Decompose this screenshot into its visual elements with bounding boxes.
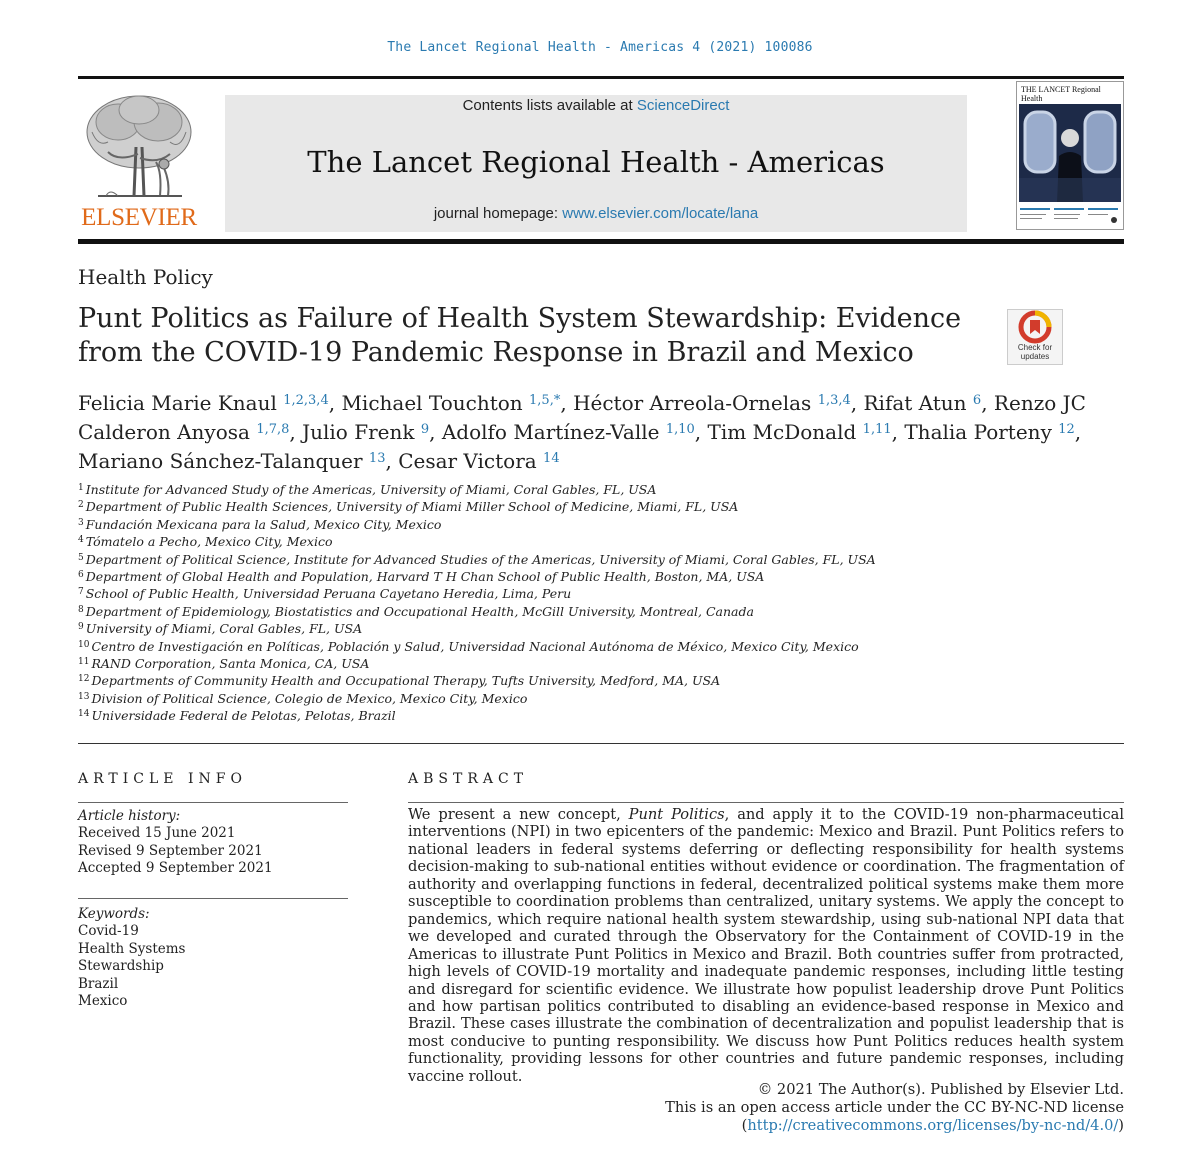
- affiliation-number: 14: [78, 709, 90, 720]
- affiliation-item: [78, 620, 1128, 637]
- author-name[interactable]: Adolfo Martínez-Valle: [441, 420, 660, 444]
- affiliation-number: 6: [78, 570, 84, 581]
- accepted-date: Accepted 9 September 2021: [78, 860, 273, 877]
- check-for-updates-badge[interactable]: [1007, 309, 1063, 365]
- author[interactable]: [707, 420, 891, 444]
- affiliation-text: Centro de Investigación en Políticas, Población y Salud, Universidad Nacional Autónoma de México, Mexico City, Mexico: [91, 638, 859, 654]
- affiliation-text: Departments of Community Health and Occupational Therapy, Tufts University, Medford, MA, USA: [91, 673, 721, 689]
- affiliation-item: [78, 533, 1128, 550]
- author-name[interactable]: Mariano Sánchez-Talanquer: [78, 449, 363, 473]
- affiliation-number: 8: [78, 604, 84, 615]
- article-title: Punt Politics as Failure of Health System Stewardship: Evidence from the COVID-19 Pandemic Response in Brazil and Mexico: [78, 303, 962, 368]
- history-label: Article history:: [78, 808, 181, 824]
- author-affiliation-ref[interactable]: 6: [972, 393, 982, 408]
- affiliation-number: 9: [78, 622, 84, 633]
- affiliation-number: 2: [78, 500, 84, 511]
- affiliation-text: Department of Political Science, Institute for Advanced Studies of the Americas, University of Miami, Coral Gables, FL, USA: [85, 551, 876, 567]
- keyword-item: Brazil: [78, 975, 119, 992]
- affiliation-text: Division of Political Science, Colegio de Mexico, Mexico City, Mexico: [91, 690, 528, 706]
- affiliation-text: University of Miami, Coral Gables, FL, USA: [85, 621, 363, 637]
- affiliation-number: 3: [78, 517, 84, 528]
- check-updates-label: Check for updates: [1017, 343, 1053, 361]
- author-affiliation-ref[interactable]: 1,7,8: [256, 422, 290, 437]
- author-affiliation-ref[interactable]: 9: [420, 422, 430, 437]
- author[interactable]: [904, 420, 1074, 444]
- keyword-item: Health Systems: [78, 940, 186, 957]
- header-bottom-rule: [78, 239, 1124, 244]
- abstract-heading: ABSTRACT: [408, 771, 529, 787]
- affiliation-text: Institute for Advanced Study of the Americas, University of Miami, Coral Gables, FL, USA: [85, 482, 657, 497]
- article-history: [78, 808, 348, 878]
- keyword-item: Mexico: [78, 993, 128, 1010]
- revised-date: Revised 9 September 2021: [78, 842, 263, 859]
- author-name[interactable]: Rifat Atun: [863, 391, 967, 415]
- license-link-line: (http://creativecommons.org/licenses/by-nc-nd/4.0/): [741, 1117, 1124, 1134]
- author-affiliation-ref[interactable]: 1,2,3,4: [283, 393, 329, 408]
- affiliation-item: [78, 672, 1128, 689]
- contents-prefix: Contents lists available at: [462, 97, 637, 114]
- affiliation-item: [78, 585, 1128, 602]
- author-affiliation-ref[interactable]: 12: [1058, 422, 1075, 437]
- journal-title: The Lancet Regional Health - Americas: [307, 145, 885, 179]
- author[interactable]: [78, 391, 329, 415]
- header-top-rule: [78, 76, 1124, 79]
- affiliation-text: Universidade Federal de Pelotas, Pelotas, Brazil: [91, 708, 396, 724]
- affiliation-item: [78, 690, 1128, 707]
- keywords-block: [78, 906, 348, 1010]
- affiliation-item: [78, 638, 1128, 655]
- journal-cover[interactable]: [1016, 81, 1124, 230]
- author-affiliation-ref[interactable]: 1,5,*: [529, 393, 561, 408]
- elsevier-tree-icon: [78, 92, 200, 204]
- check-updates-icon: [1008, 310, 1062, 344]
- author-name[interactable]: Tim McDonald: [707, 420, 857, 444]
- author-affiliation-ref[interactable]: 1,10: [665, 422, 695, 437]
- author-affiliation-ref[interactable]: 13: [368, 451, 386, 466]
- affiliation-item: [78, 516, 1128, 533]
- license-link[interactable]: http://creativecommons.org/licenses/by-nc-nd/4.0/: [747, 1117, 1119, 1134]
- affiliation-item: [78, 481, 1128, 498]
- author[interactable]: [78, 449, 385, 473]
- journal-header: [78, 76, 1124, 244]
- abstract-text: [408, 806, 1124, 1085]
- affiliation-text: RAND Corporation, Santa Monica, CA, USA: [91, 656, 370, 672]
- author[interactable]: [398, 449, 559, 473]
- affiliation-text: Department of Public Health Sciences, University of Miami Miller School of Medicine, Miami, FL, USA: [85, 499, 739, 515]
- affiliation-text: Department of Epidemiology, Biostatistics and Occupational Health, McGill University, Montreal, Canada: [85, 603, 754, 619]
- abstract-concept: Punt Politics: [628, 806, 725, 823]
- author[interactable]: [302, 420, 429, 444]
- contents-line: [225, 97, 967, 114]
- article-type: Health Policy: [78, 265, 213, 289]
- affiliation-number: 7: [78, 587, 84, 598]
- cover-footer-icon: [1020, 206, 1120, 226]
- section-divider: [78, 743, 1124, 744]
- author[interactable]: [863, 391, 981, 415]
- author-name[interactable]: Felicia Marie Knaul: [78, 391, 277, 415]
- homepage-link[interactable]: www.elsevier.com/locate/lana: [562, 205, 759, 222]
- abstract-body: , and apply it to the COVID-19 non-pharmaceutical interventions (NPI) in two epicenters of the pandemic: Mexico and Brazil. Punt Politics refers to national leaders in federal systems deferring or deflecting responsibility for health systems decision-making to sub-national entities without evidence or coordination. The fragmentation of authority and overlapping functions in federal, decentralized political systems make them more susceptible to coordination problems than centralized, unitary systems. We apply the concept to pandemics, which require national health system stewardship, using sub-national NPI data that we developed and curated through the Observatory for the Containment of COVID-19 in the Americas to illustrate Punt Politics in Mexico and Brazil. Both countries suffer from protracted, high levels of COVID-19 mortality and inadequate pandemic responses, including little testing and disregard for scientific evidence. We illustrate how populist leadership drove Punt Politics and how partisan politics contributed to disabling an evidence-based response in Mexico and Brazil. These cases illustrate the combination of decentralization and populist leadership that is most conducive to punting responsibility. We discuss how Punt Politics reduces health system functionality, providing lessons for other countries and future pandemic responses, including vaccine rollout.: [408, 806, 1124, 1085]
- affiliation-item: [78, 655, 1128, 672]
- homepage-prefix: journal homepage:: [433, 205, 563, 222]
- license-line: This is an open access article under the CC BY-NC-ND license: [665, 1099, 1124, 1116]
- keyword-item: Stewardship: [78, 958, 164, 975]
- affiliation-text: Fundación Mexicana para la Salud, Mexico City, Mexico: [85, 516, 442, 532]
- author[interactable]: [341, 391, 560, 415]
- journal-citation[interactable]: The Lancet Regional Health - Americas 4 (2021) 100086: [387, 40, 813, 55]
- keyword-item: Covid-19: [78, 923, 139, 940]
- affiliation-text: Tómatelo a Pecho, Mexico City, Mexico: [85, 534, 333, 550]
- affiliation-number: 10: [78, 639, 90, 650]
- homepage-line: [225, 205, 967, 222]
- sciencedirect-link[interactable]: ScienceDirect: [636, 97, 730, 114]
- affiliation-number: 12: [78, 674, 90, 685]
- affiliation-item: [78, 568, 1128, 585]
- received-date: Received 15 June 2021: [78, 825, 236, 842]
- author-name[interactable]: Renzo JC Calderon Anyosa: [78, 391, 1086, 444]
- author-affiliation-ref[interactable]: 1,3,4: [817, 393, 851, 408]
- affiliation-list: [78, 481, 1128, 725]
- keywords-label: Keywords:: [78, 906, 150, 922]
- affiliation-item: [78, 707, 1128, 724]
- cover-title-main: THE LANCET Regional Health: [1021, 85, 1101, 103]
- author[interactable]: [573, 391, 851, 415]
- keywords-rule: [78, 898, 348, 899]
- affiliation-number: 13: [78, 691, 90, 702]
- author-list: Felicia Marie Knaul $^{1,2,3,4}$, Michael Touchton $^{1,5,*}$, Héctor Arreola-Ornelas $^{1,3,4}$, Rifat Atun $^6$, Renzo JC Calderon Anyosa $^{1,7,8}$, Julio Frenk $^9$, Adolfo Martínez-Valle $^{1,10}$, Tim McDonald $^{1,11}$, Thalia Porteny $^{12}$, Mariano Sánchez-Talanquer $^{13}$, Cesar Victora $^{14}$: [78, 391, 1086, 473]
- affiliation-text: School of Public Health, Universidad Peruana Cayetano Heredia, Lima, Peru: [85, 586, 572, 602]
- author-name[interactable]: Héctor Arreola-Ornelas: [573, 391, 812, 415]
- article-info-rule: [78, 802, 348, 803]
- author-affiliation-ref[interactable]: 14: [543, 451, 560, 466]
- affiliation-item: [78, 603, 1128, 620]
- affiliation-item: [78, 551, 1128, 568]
- author-name[interactable]: Julio Frenk: [302, 420, 415, 444]
- author-name[interactable]: Cesar Victora: [398, 449, 537, 473]
- affiliation-number: 5: [78, 552, 84, 563]
- author-affiliation-ref[interactable]: 1,11: [862, 422, 892, 437]
- abstract-lead: We present a new concept,: [408, 806, 629, 823]
- copyright-line: © 2021 The Author(s). Published by Elsevier Ltd.: [757, 1081, 1124, 1098]
- affiliation-item: [78, 498, 1128, 515]
- publisher-wordmark: ELSEVIER: [81, 204, 197, 231]
- article-info-heading: ARTICLE INFO: [78, 771, 247, 787]
- elsevier-logo[interactable]: [78, 92, 200, 232]
- author-name[interactable]: Michael Touchton: [341, 391, 523, 415]
- journal-banner: [225, 95, 967, 232]
- affiliation-number: 11: [78, 657, 90, 668]
- affiliation-number: 4: [78, 535, 84, 546]
- author-name[interactable]: Thalia Porteny: [904, 420, 1052, 444]
- affiliation-text: Department of Global Health and Population, Harvard T H Chan School of Public Health, Boston, MA, USA: [85, 569, 765, 585]
- cover-image-icon: [1019, 104, 1121, 202]
- abstract-rule: [408, 802, 1124, 803]
- author[interactable]: [442, 420, 695, 444]
- affiliation-number: 1: [78, 483, 84, 493]
